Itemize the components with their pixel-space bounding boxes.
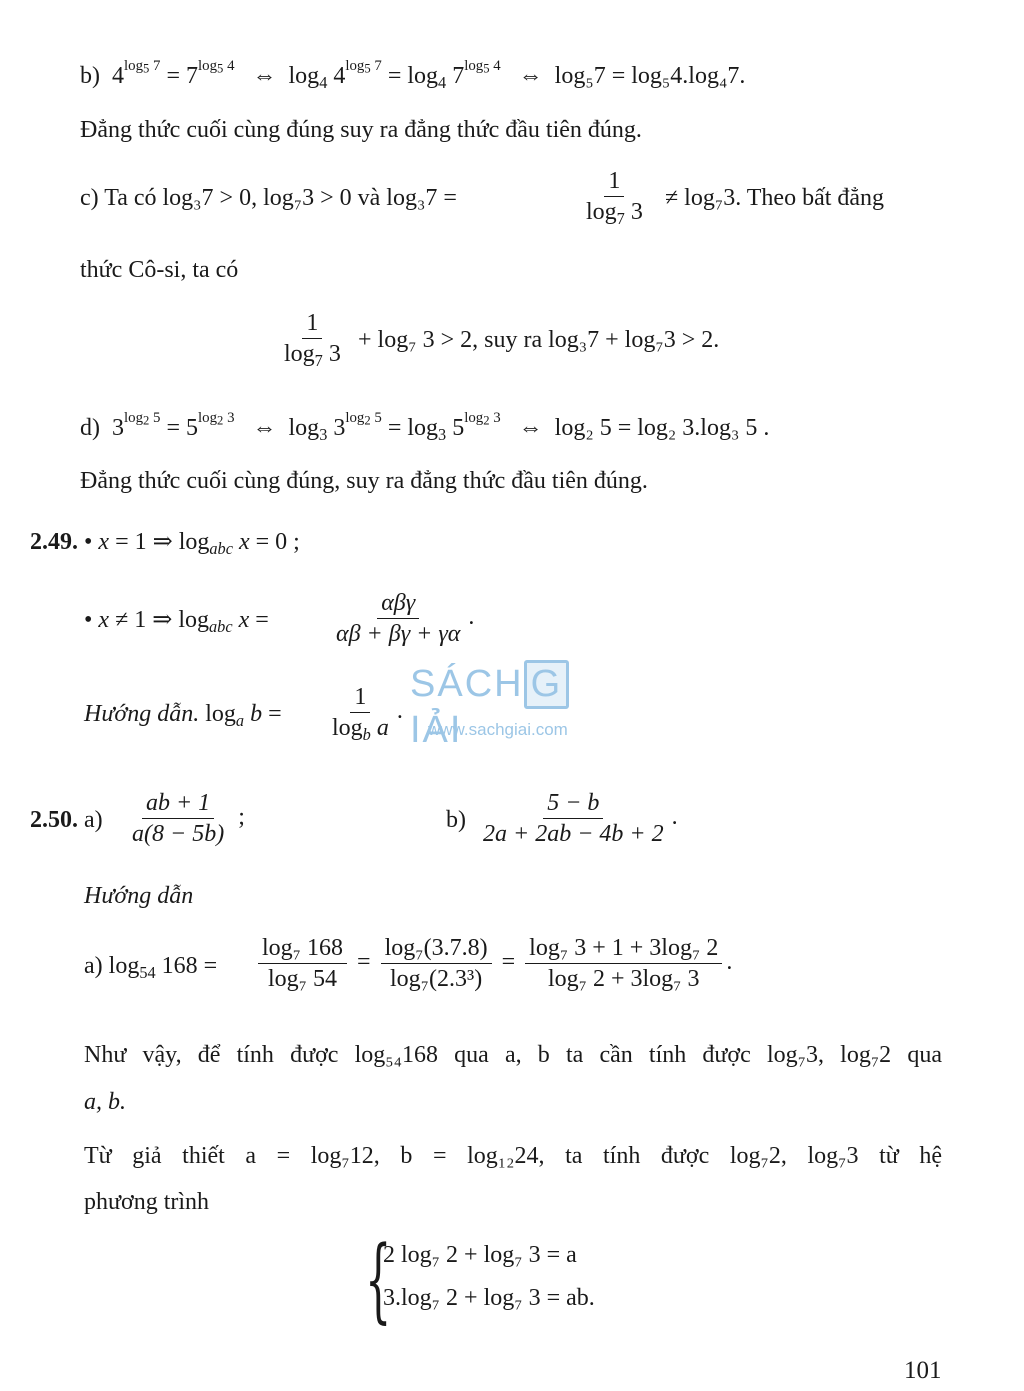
frac2-denominator: log₇(2.3³) [390, 966, 483, 992]
step-a: a) $\log_{54} 168$ = [84, 953, 218, 982]
system-equation-1: 2 log₇ 2 + log₇ 3 = a [383, 1242, 577, 1268]
problem-2-49-case2: • x ≠ 1 ⇒ $\log_{abc} x$ = [84, 607, 269, 636]
frac3-denominator: log₇ 2 + 3log₇ 3 [547, 966, 700, 992]
watermark-url: www.sachgiai.com [428, 720, 568, 739]
d-line-end: log₂ 5 = log₂ 3.log₃ 5 . [554, 415, 770, 441]
watermark [410, 650, 610, 750]
b-line-end: log₅7 = log₅4.log₄7. [554, 63, 746, 89]
c-start: c) Ta có log₃7 > 0, log₇3 > 0 và log₃7 = [80, 185, 457, 211]
hint-fraction: $\frac{1}{\log_b a}$ . [332, 684, 403, 744]
part-a-label: a) [84, 807, 103, 833]
line-d: d) $3^{log_2 5} = 5^{log_2 3}$ ⇔ $\log_3 3^{log_2 5} = \log_3 5^{log_2 3}$ ⇔ log₂ 5 = log₂ 3.log₃ 5 . [80, 410, 770, 444]
hint-2-50-label: Hướng dẫn [84, 883, 194, 909]
c-inequality-fraction: $\frac{1}{\log_7 3}$ [284, 310, 341, 370]
para1-line1: Như vậy, để tính được log₅₄168 qua a, b ta cần tính được log₇3, log₇2 qua [84, 1042, 942, 1068]
c-cont: thức Cô-si, ta có [80, 257, 239, 283]
d-note: Đẳng thức cuối cùng đúng, suy ra đẳng thức đầu tiên đúng. [80, 468, 648, 494]
answer-b-fraction: $\frac{5 - b}{2a + 2ab - 4b + 2}$ . [475, 788, 678, 849]
frac2-numerator: log₇(3.7.8) [381, 933, 492, 964]
line-b: b) $4^{log_5 7} = 7^{log_5 4}$ ⇔ $\log_4 4^{log_5 7} = \log_4 7^{log_5 4}$ ⇔ log₅7 = log₅4.log₄7. [80, 58, 746, 92]
frac1-denominator: log₇ 54 [268, 966, 338, 992]
problem-number: 2.49. [30, 529, 78, 555]
case2-fraction: $\frac{\text{αβγ}}{\alpha\beta + \beta\gamma + \gamma\alpha}$ . [336, 590, 475, 647]
b-note: Đẳng thức cuối cùng đúng suy ra đẳng thức đầu tiên đúng. [80, 117, 642, 143]
frac3-numerator: log₇ 3 + 1 + 3log₇ 2 [525, 933, 722, 964]
answer-b-denominator: 2a + 2ab − 4b + 2 [483, 821, 664, 847]
problem-number-2-50: 2.50. [30, 807, 78, 833]
page-number: 101 [904, 1357, 942, 1384]
system-equation-2: 3.log₇ 2 + log₇ 3 = ab. [383, 1285, 595, 1311]
problem-2-50 [30, 806, 103, 835]
left-brace: { [365, 1226, 392, 1333]
para1-line2: a, b. [84, 1089, 126, 1115]
answer-a-numerator: ab + 1 [142, 788, 214, 819]
para2-line1: Từ giả thiết a = log₇12, b = log₁₂24, ta tính được log₇2, log₇3 từ hệ [84, 1143, 942, 1169]
hint-2-49: Hướng dẫn. $\log_a b$ = [84, 701, 282, 730]
frac1-numerator: log₇ 168 [258, 933, 347, 964]
answer-b-numerator: 5 − b [543, 788, 603, 819]
part-b-label: b) [446, 807, 466, 833]
answer-a-denominator: a(8 − 5b) [132, 821, 225, 847]
c-end: ≠ log₇3. Theo bất đẳng [665, 185, 885, 211]
step-a-fractions: $\frac{\text{log₇ 168}}{\text{log₇ 54}}$ = $\frac{\text{log₇(3.7.8)}}{\text{log₇(2.3³)}}$ = $\frac{\text{log₇ 3 + 1 + 3log₇ 2}}{\text{log₇ 2 + 3log₇ 3}}$ . [254, 933, 732, 994]
c-inequality-end: + log₇ 3 > 2, suy ra log₃7 + log₇3 > 2. [358, 327, 720, 353]
para2-line2: phương trình [84, 1189, 210, 1215]
watermark-logo: SÁCH GIẢI [410, 660, 610, 752]
hint-label: Hướng dẫn. [84, 701, 200, 727]
problem-2-49: 2.49. • x = 1 ⇒ $\log_{abc} x = 0$ ; [30, 529, 300, 558]
answer-a-fraction: $\frac{ab + 1}{a(8 - 5b)}$ ; [124, 788, 245, 849]
c-fraction: $\frac{1}{\log_7 3}$ [586, 168, 643, 228]
